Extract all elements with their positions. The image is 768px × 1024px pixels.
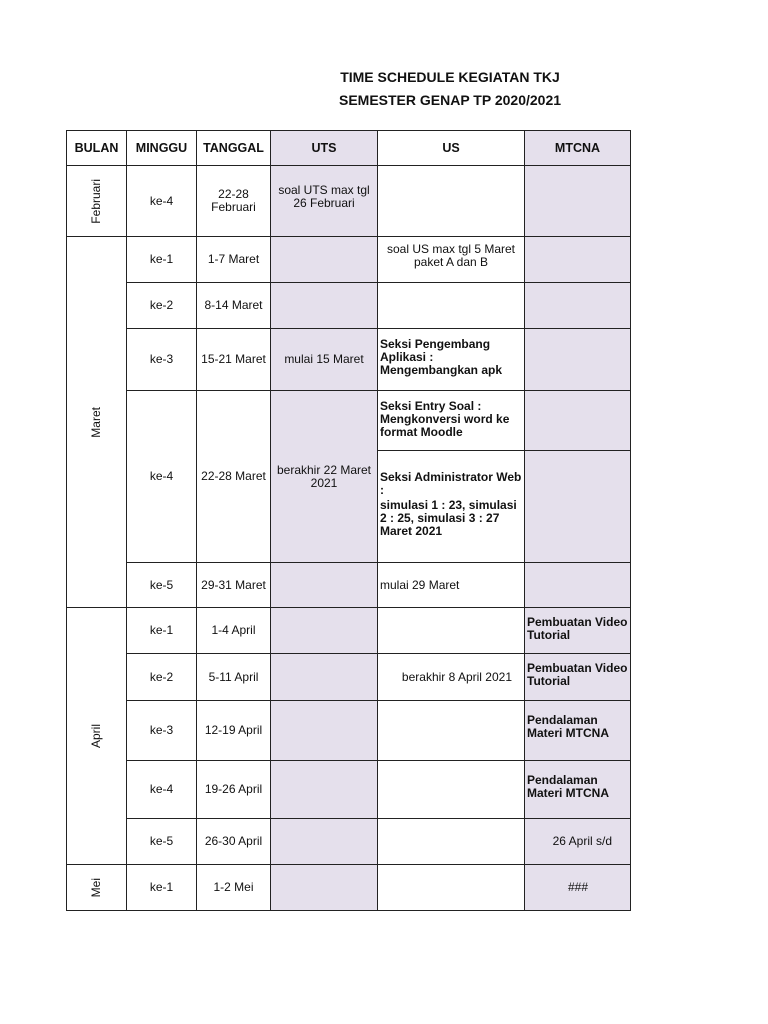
mtcna-cell: [524, 562, 631, 608]
uts-cell: [270, 653, 378, 701]
header-minggu: MINGGU: [126, 130, 197, 166]
mtcna-cell: [524, 328, 631, 391]
us-cell: [377, 760, 525, 819]
mtcna-cell: Pendalaman Materi MTCNA: [524, 760, 631, 819]
uts-cell: [270, 607, 378, 654]
header-tanggal: TANGGAL: [196, 130, 271, 166]
minggu-cell: ke-5: [126, 818, 197, 865]
us-cell: [377, 818, 525, 865]
month-april: [66, 607, 127, 865]
month-mei: [66, 864, 127, 911]
minggu-cell: ke-4: [126, 165, 197, 237]
minggu-cell: ke-3: [126, 328, 197, 391]
month-label: Mei: [89, 877, 103, 898]
header-mtcna: MTCNA: [524, 130, 631, 166]
us-admin-text: simulasi 1 : 23, simulasi 2 : 25, simulasi 3 : 27 Maret 2021: [380, 498, 517, 538]
us-cell: [377, 165, 525, 237]
mtcna-cell: [524, 390, 631, 451]
header-uts: UTS: [270, 130, 378, 166]
minggu-cell: ke-1: [126, 864, 197, 911]
uts-cell: [270, 864, 378, 911]
tanggal-cell: 1-7 Maret: [196, 236, 271, 283]
us-cell: Seksi Pengembang Aplikasi : Mengembangkan apk: [377, 328, 525, 391]
tanggal-cell: 22-28 Februari: [196, 165, 271, 237]
us-cell: [377, 607, 525, 654]
title-line-1: TIME SCHEDULE KEGIATAN TKJ: [340, 69, 560, 85]
mtcna-cell: [524, 282, 631, 329]
us-admin-title: Seksi Administrator Web :: [380, 470, 522, 497]
tanggal-cell: 19-26 April: [196, 760, 271, 819]
us-cell: [377, 864, 525, 911]
minggu-cell: ke-2: [126, 653, 197, 701]
uts-cell: [270, 562, 378, 608]
header-us: US: [377, 130, 525, 166]
uts-cell: [270, 818, 378, 865]
us-cell: berakhir 8 April 2021: [377, 653, 525, 701]
mtcna-cell: Pembuatan Video Tutorial: [524, 607, 631, 654]
uts-cell: [270, 760, 378, 819]
us-cell: [377, 700, 525, 761]
tanggal-cell: 29-31 Maret: [196, 562, 271, 608]
tanggal-cell: 8-14 Maret: [196, 282, 271, 329]
month-label: Maret: [89, 406, 103, 438]
us-cell: mulai 29 Maret: [377, 562, 525, 608]
minggu-cell: ke-1: [126, 607, 197, 654]
minggu-cell: ke-4: [126, 760, 197, 819]
minggu-cell: ke-2: [126, 282, 197, 329]
month-label: Februari: [89, 178, 103, 224]
header-bulan: BULAN: [66, 130, 127, 166]
tanggal-cell: 1-4 April: [196, 607, 271, 654]
tanggal-cell: 12-19 April: [196, 700, 271, 761]
tanggal-cell: 5-11 April: [196, 653, 271, 701]
month-maret: [66, 236, 127, 608]
mtcna-cell: ###: [524, 864, 631, 911]
minggu-cell: ke-1: [126, 236, 197, 283]
month-label: April: [89, 723, 103, 748]
tanggal-cell: 15-21 Maret: [196, 328, 271, 391]
month-februari: [66, 165, 127, 237]
mtcna-cell: 26 April s/d: [524, 818, 631, 865]
tanggal-cell: 22-28 Maret: [196, 390, 271, 563]
mtcna-cell: [524, 236, 631, 283]
tanggal-cell: 26-30 April: [196, 818, 271, 865]
minggu-cell: ke-4: [126, 390, 197, 563]
mtcna-cell: Pendalaman Materi MTCNA: [524, 700, 631, 761]
tanggal-cell: 1-2 Mei: [196, 864, 271, 911]
title-line-2: SEMESTER GENAP TP 2020/2021: [338, 92, 562, 108]
us-cell-entry-soal: Seksi Entry Soal : Mengkonversi word ke format Moodle: [377, 390, 525, 451]
mtcna-cell: Pembuatan Video Tutorial: [524, 653, 631, 701]
mtcna-cell: [524, 450, 631, 563]
uts-cell: [270, 700, 378, 761]
uts-cell: [270, 282, 378, 329]
mtcna-cell: [524, 165, 631, 237]
minggu-cell: ke-3: [126, 700, 197, 761]
uts-cell: berakhir 22 Maret 2021: [270, 390, 378, 563]
uts-cell: [270, 236, 378, 283]
us-cell: soal US max tgl 5 Maret paket A dan B: [377, 236, 525, 283]
us-cell: [377, 282, 525, 329]
uts-cell: mulai 15 Maret: [270, 328, 378, 391]
uts-cell: soal UTS max tgl 26 Februari: [270, 165, 378, 237]
minggu-cell: ke-5: [126, 562, 197, 608]
us-cell-administrator: [377, 450, 525, 563]
